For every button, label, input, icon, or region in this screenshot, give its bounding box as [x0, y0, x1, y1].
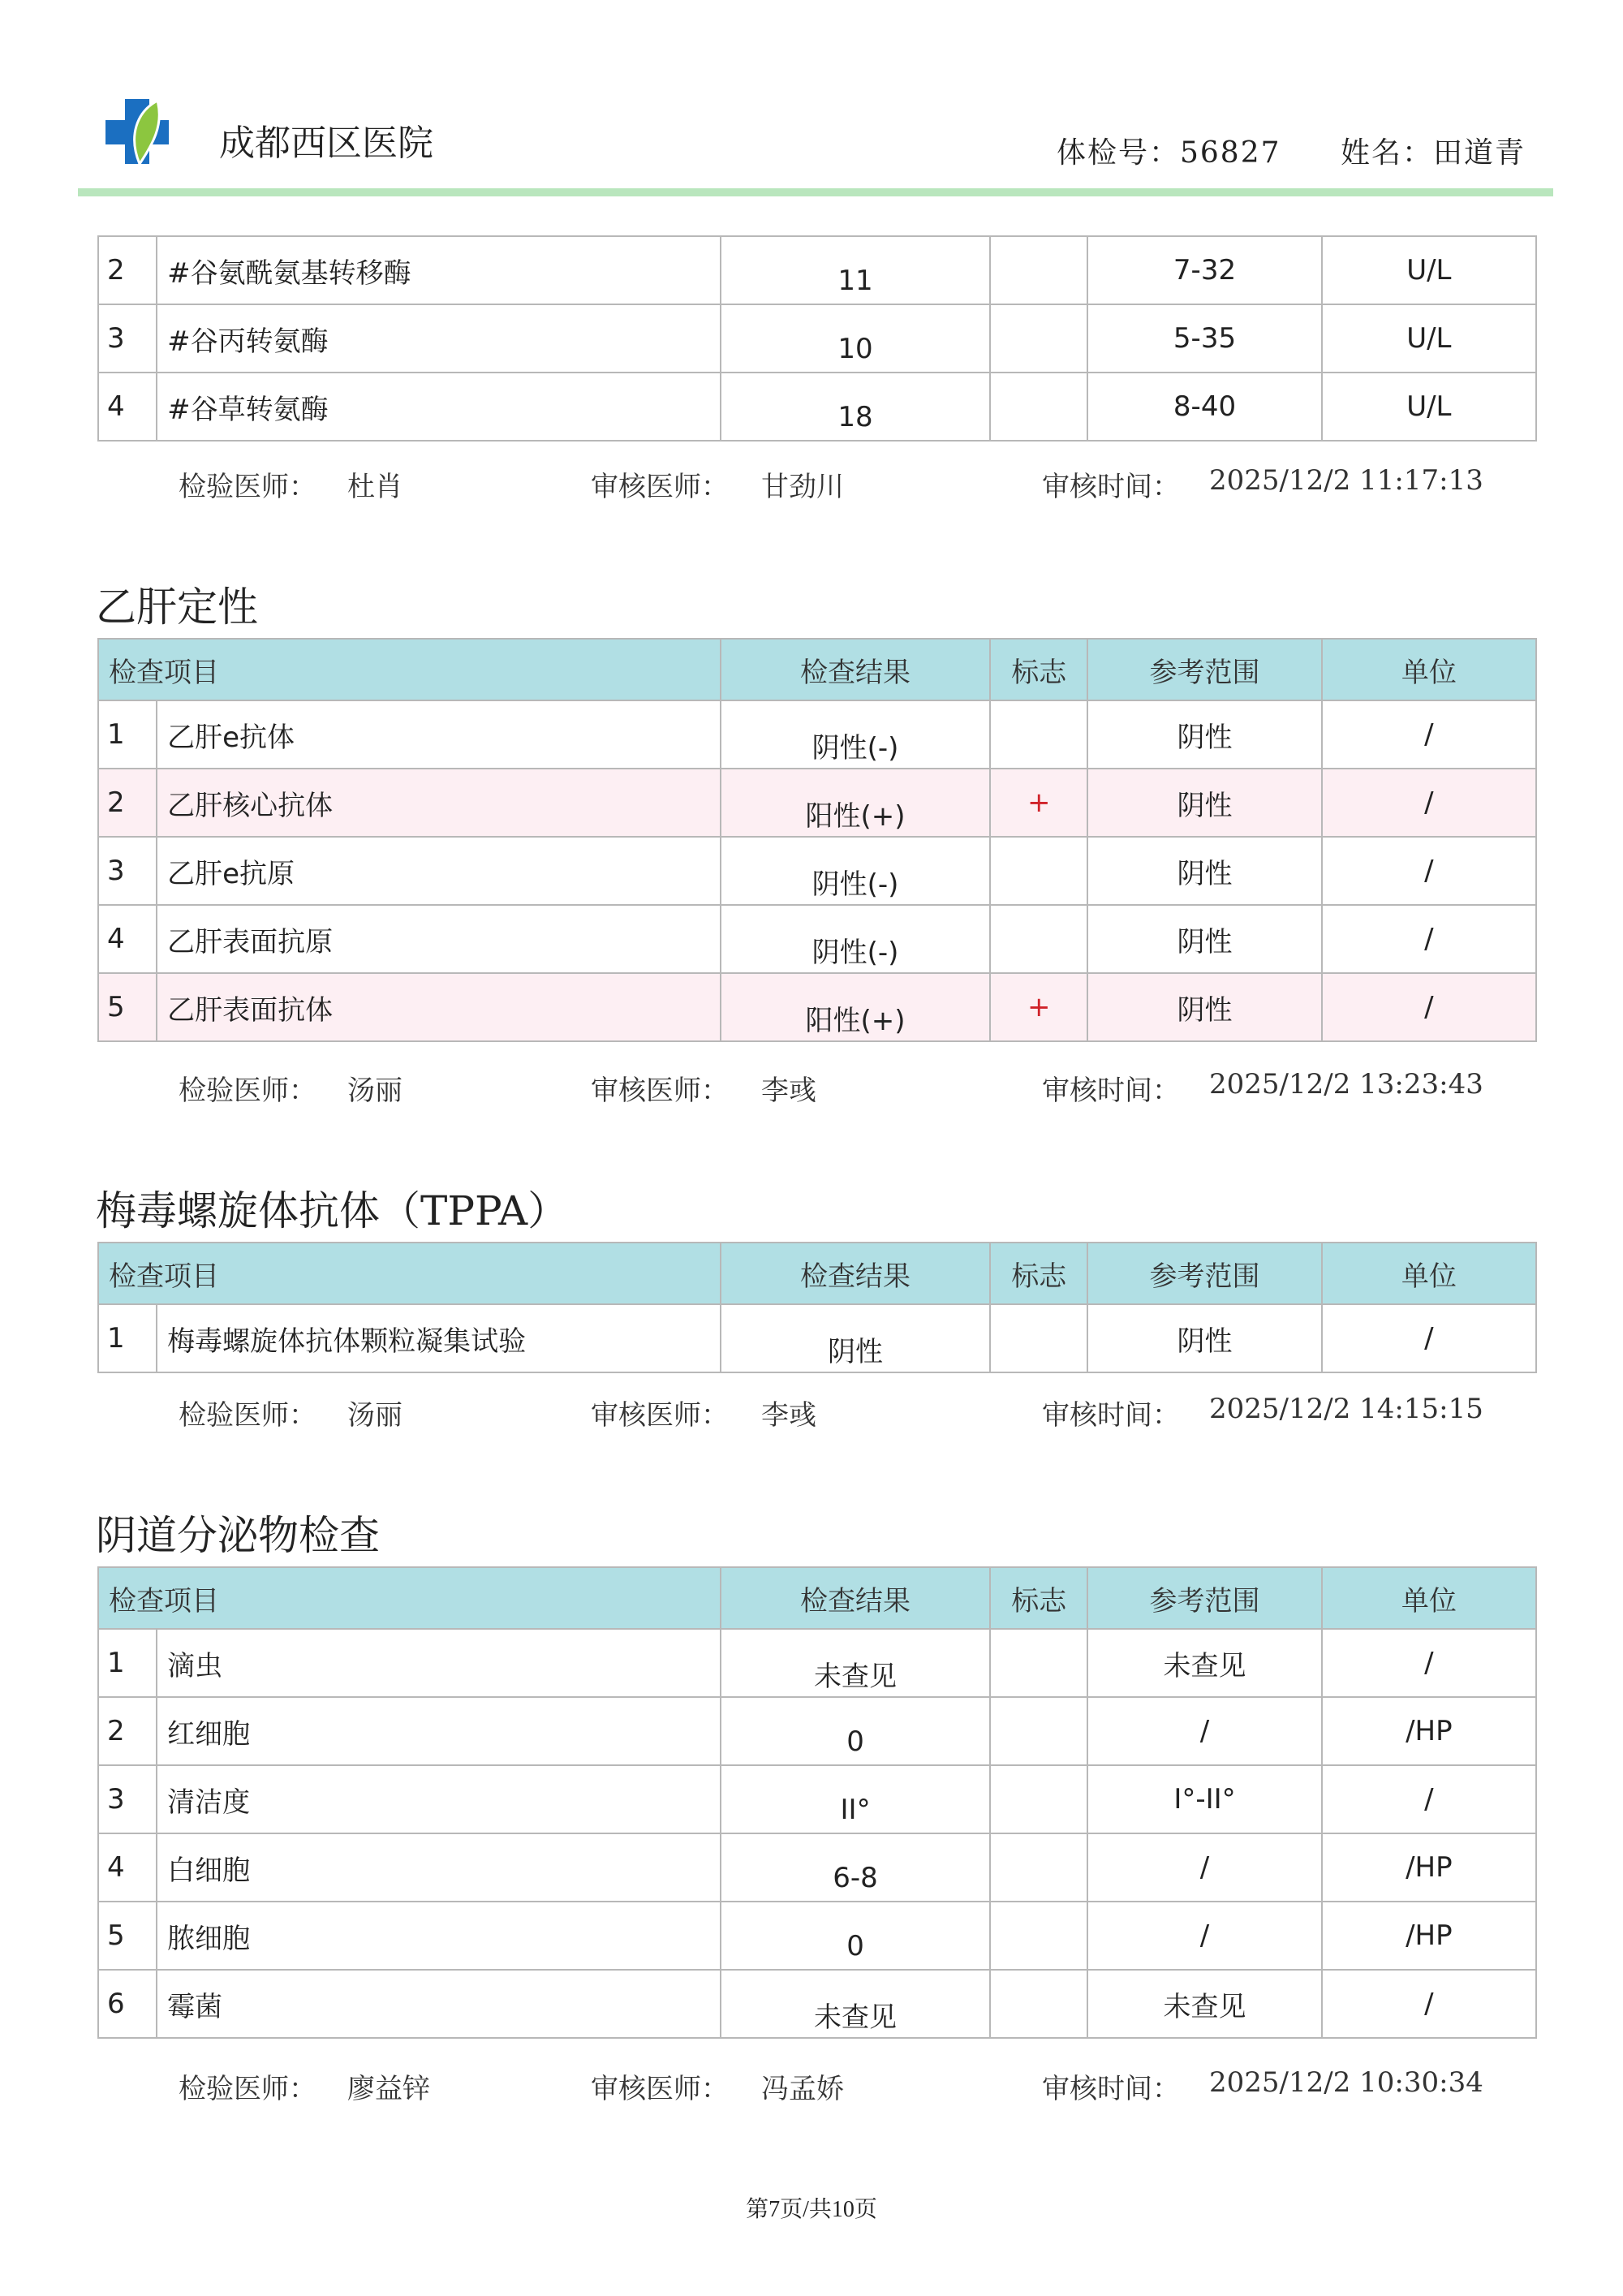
vaginal-secretion-table	[97, 1566, 1537, 2039]
hospital-logo-icon	[104, 96, 170, 167]
table-row	[98, 373, 1536, 441]
reviewer-label: 审核医师：	[591, 1399, 729, 1432]
flag	[990, 1970, 1087, 2038]
unit: /HP	[1322, 1902, 1536, 1970]
table-row	[98, 1970, 1536, 2038]
tester-label: 检验医师：	[179, 2073, 316, 2105]
flag	[990, 1304, 1087, 1372]
section-title: 乙肝定性	[96, 584, 258, 631]
unit: /	[1322, 1765, 1536, 1833]
item-name: 红细胞	[157, 1697, 721, 1765]
row-number: 3	[98, 304, 157, 373]
signature-line	[0, 2066, 1623, 2107]
tester-name: 汤丽	[347, 1075, 403, 1107]
tester-name: 汤丽	[347, 1399, 403, 1432]
item-name: #谷草转氨酶	[157, 373, 721, 441]
result-value: 阴性(-)	[812, 868, 899, 901]
reference-range: 8-40	[1087, 373, 1321, 441]
review-time-label: 审核时间：	[1042, 1399, 1180, 1432]
table-row	[98, 905, 1536, 973]
reference-range: 未查见	[1087, 1629, 1321, 1697]
review-time-label: 审核时间：	[1042, 2073, 1180, 2105]
table-row	[98, 837, 1536, 905]
header-divider	[78, 188, 1553, 196]
result-value: 0	[846, 1930, 864, 1962]
flag	[990, 1765, 1087, 1833]
reviewer-label: 审核医师：	[591, 1075, 729, 1107]
review-time: 2025/12/2 11:17:13	[1209, 464, 1483, 497]
table-row	[98, 1902, 1536, 1970]
table-row	[98, 1697, 1536, 1765]
column-header-result: 检查结果	[721, 1243, 990, 1304]
unit: /HP	[1322, 1697, 1536, 1765]
table-header	[98, 639, 1536, 700]
row-number: 1	[98, 1304, 157, 1372]
column-header-item: 检查项目	[98, 1243, 721, 1304]
flag	[990, 700, 1087, 769]
result-value: 18	[837, 401, 873, 433]
reviewer-label: 审核医师：	[591, 2073, 729, 2105]
row-number: 2	[98, 769, 157, 837]
unit: /	[1322, 837, 1536, 905]
flag	[990, 905, 1087, 973]
tester-name: 杜肖	[347, 471, 403, 503]
column-header-item: 检查项目	[98, 639, 721, 700]
tppa-table	[97, 1242, 1537, 1373]
unit: /	[1322, 973, 1536, 1041]
row-number: 6	[98, 1970, 157, 2038]
reference-range: 阴性	[1087, 905, 1321, 973]
flag	[990, 1833, 1087, 1902]
row-number: 3	[98, 1765, 157, 1833]
result-value: 未查见	[814, 1660, 898, 1693]
item-name: #谷丙转氨酶	[157, 304, 721, 373]
table-row	[98, 236, 1536, 304]
column-header-flag: 标志	[990, 1243, 1087, 1304]
result-value: 阴性(-)	[812, 936, 899, 969]
section-title: 阴道分泌物检查	[96, 1512, 380, 1559]
flag	[990, 1629, 1087, 1697]
review-time-label: 审核时间：	[1042, 471, 1180, 503]
signature-line	[0, 464, 1623, 505]
table-row	[98, 1629, 1536, 1697]
column-header-range: 参考范围	[1087, 1567, 1321, 1629]
unit: U/L	[1322, 304, 1536, 373]
tester-name: 廖益锌	[347, 2073, 430, 2105]
reference-range: 阴性	[1087, 837, 1321, 905]
flag	[990, 1697, 1087, 1765]
item-name: 脓细胞	[157, 1902, 721, 1970]
result-value: 6-8	[833, 1862, 878, 1894]
liver-function-table	[97, 235, 1537, 442]
unit: /	[1322, 700, 1536, 769]
reference-range: 阴性	[1087, 769, 1321, 837]
table-row-abnormal	[98, 769, 1536, 837]
flag	[990, 373, 1087, 441]
signature-line	[0, 1393, 1623, 1433]
column-header-flag: 标志	[990, 1567, 1087, 1629]
reference-range: 未查见	[1087, 1970, 1321, 2038]
reference-range: 阴性	[1087, 700, 1321, 769]
item-name: 乙肝表面抗原	[157, 905, 721, 973]
column-header-range: 参考范围	[1087, 1243, 1321, 1304]
unit: /HP	[1322, 1833, 1536, 1902]
reviewer-name: 甘劲川	[761, 471, 844, 503]
reference-range: /	[1087, 1697, 1321, 1765]
signature-line	[0, 1068, 1623, 1109]
row-number: 4	[98, 1833, 157, 1902]
column-header-range: 参考范围	[1087, 639, 1321, 700]
item-name: 霉菌	[157, 1970, 721, 2038]
abnormal-flag: +	[990, 973, 1087, 1041]
flag	[990, 837, 1087, 905]
unit: /	[1322, 769, 1536, 837]
review-time: 2025/12/2 14:15:15	[1209, 1393, 1483, 1425]
reference-range: /	[1087, 1902, 1321, 1970]
row-number: 5	[98, 1902, 157, 1970]
row-number: 1	[98, 1629, 157, 1697]
row-number: 4	[98, 373, 157, 441]
item-name: 滴虫	[157, 1629, 721, 1697]
patient-name: 田道青	[1432, 136, 1526, 170]
item-name: #谷氨酰氨基转移酶	[157, 236, 721, 304]
unit: /	[1322, 1304, 1536, 1372]
exam-no: 56827	[1179, 136, 1281, 170]
row-number: 1	[98, 700, 157, 769]
table-row	[98, 1765, 1536, 1833]
item-name: 乙肝e抗体	[157, 700, 721, 769]
flag	[990, 1902, 1087, 1970]
reference-range: 阴性	[1087, 1304, 1321, 1372]
item-name: 乙肝表面抗体	[157, 973, 721, 1041]
unit: U/L	[1322, 373, 1536, 441]
review-time: 2025/12/2 13:23:43	[1209, 1068, 1483, 1101]
table-header	[98, 1243, 1536, 1304]
reviewer-name: 冯孟娇	[761, 2073, 844, 2105]
row-number: 2	[98, 236, 157, 304]
review-time: 2025/12/2 10:30:34	[1209, 2066, 1483, 2099]
tester-label: 检验医师：	[179, 1399, 316, 1432]
result-value: 11	[837, 265, 873, 297]
column-header-item: 检查项目	[98, 1567, 721, 1629]
unit: /	[1322, 1970, 1536, 2038]
result-value: 未查见	[814, 2001, 898, 2034]
result-value: II°	[840, 1794, 871, 1826]
result-value: 10	[837, 333, 873, 365]
result-value: 阳性(+)	[805, 1004, 906, 1037]
hepatitis-b-table	[97, 638, 1537, 1042]
table-row	[98, 304, 1536, 373]
patient-info	[1008, 130, 1526, 171]
column-header-unit: 单位	[1322, 639, 1536, 700]
exam-no-label: 体检号：	[1056, 136, 1180, 170]
item-name: 乙肝e抗原	[157, 837, 721, 905]
unit: /	[1322, 1629, 1536, 1697]
result-value: 阳性(+)	[805, 799, 906, 833]
item-name: 白细胞	[157, 1833, 721, 1902]
table-row	[98, 700, 1536, 769]
reviewer-name: 李彧	[761, 1399, 816, 1432]
column-header-flag: 标志	[990, 639, 1087, 700]
section-title: 梅毒螺旋体抗体（TPPA）	[96, 1187, 569, 1234]
row-number: 4	[98, 905, 157, 973]
column-header-unit: 单位	[1322, 1243, 1536, 1304]
table-row	[98, 1833, 1536, 1902]
reference-range: 7-32	[1087, 236, 1321, 304]
reference-range: I°-II°	[1087, 1765, 1321, 1833]
column-header-result: 检查结果	[721, 639, 990, 700]
hospital-name: 成都西区医院	[219, 123, 433, 164]
table-row	[98, 1304, 1536, 1372]
report-header	[0, 0, 1623, 203]
reference-range: /	[1087, 1833, 1321, 1902]
item-name: 清洁度	[157, 1765, 721, 1833]
review-time-label: 审核时间：	[1042, 1075, 1180, 1107]
reviewer-name: 李彧	[761, 1075, 816, 1107]
reference-range: 5-35	[1087, 304, 1321, 373]
item-name: 乙肝核心抗体	[157, 769, 721, 837]
tester-label: 检验医师：	[179, 471, 316, 503]
column-header-unit: 单位	[1322, 1567, 1536, 1629]
flag	[990, 236, 1087, 304]
result-value: 0	[846, 1725, 864, 1758]
page-number: 第7页/共10页	[746, 2197, 877, 2222]
abnormal-flag: +	[990, 769, 1087, 837]
result-value: 阴性(-)	[812, 731, 899, 765]
name-label: 姓名：	[1340, 136, 1433, 170]
table-header	[98, 1567, 1536, 1629]
item-name: 梅毒螺旋体抗体颗粒凝集试验	[157, 1304, 721, 1372]
flag	[990, 304, 1087, 373]
unit: U/L	[1322, 236, 1536, 304]
tester-label: 检验医师：	[179, 1075, 316, 1107]
unit: /	[1322, 905, 1536, 973]
row-number: 2	[98, 1697, 157, 1765]
column-header-result: 检查结果	[721, 1567, 990, 1629]
table-row-abnormal	[98, 973, 1536, 1041]
row-number: 5	[98, 973, 157, 1041]
reference-range: 阴性	[1087, 973, 1321, 1041]
reviewer-label: 审核医师：	[591, 471, 729, 503]
row-number: 3	[98, 837, 157, 905]
result-value: 阴性	[828, 1335, 884, 1368]
